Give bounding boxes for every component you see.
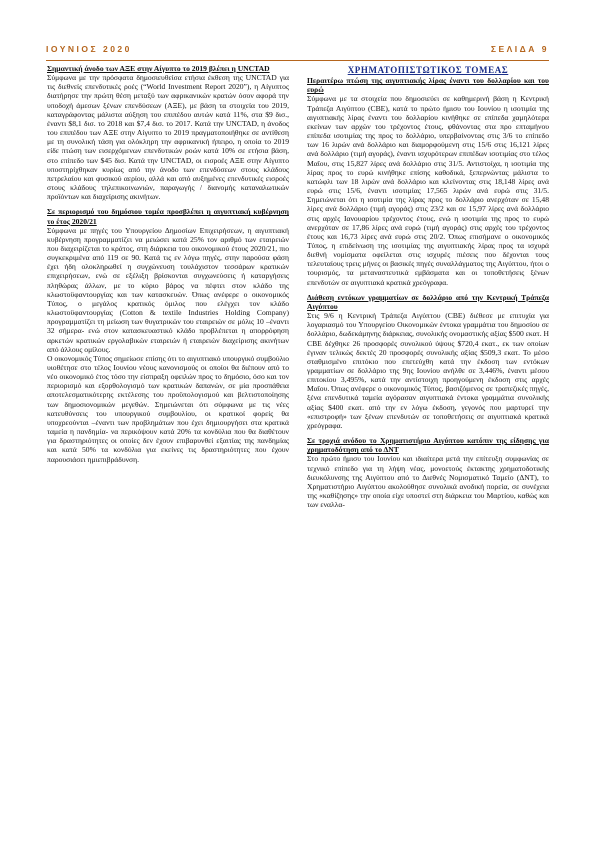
page-header (46, 44, 549, 58)
article-title: Διάθεση εντόκων γραμματίων σε δολλάριο από την Κεντρική Τράπεζα Αιγύπτου (307, 292, 549, 311)
left-column (47, 64, 289, 470)
right-column (307, 64, 549, 515)
article-treasury-bills (307, 293, 549, 430)
header-page-number: ΣΕΛΙΔΑ 9 (490, 44, 549, 54)
article-paragraph: Σύμφωνα με πηγές του Υπουργείου Δημοσίων Επιχειρήσεων, η αιγυπτιακή κυβέρνηση προγραμματίζει να μειώσει κατά 25% τον αριθμό των εταιρειών που διαχειρίζεται το κράτος, στη διάρκεια του οικονομικού έτους 2020/21, πιο συγκεκριμένα από 119 σε 90. Κατά τις εν λόγω πηγές, στην παρούσα φάση έχει ήδη ολοκληρωθεί η συγχώνευση τουλάχιστον τεσσάρων κρατικών επιχειρήσεων, ενώ σε εξέλιξη βρίσκονται συγχωνεύσεις ή καταργήσεις πληθώρας άλλων, με το κύριο βάρος να πέφτει στον κλάδο της κλωστοϋφαντουργίας και των κατασκευών. Όπως ανέφερε ο οικονομικός Τύπος, ο μεγάλος κρατικός όμιλος που ελέγχει τον κλάδο κλωστοϋφαντουργίας (Cotton & textile Industries Holding Company) προγραμματίζει τη μείωση των θυγατρικών του εταιρειών σε μόλις 10 –έναντι 32 σήμερα- ενώ στον κατασκευαστικό κλάδο προβλέπεται η απορρόφηση αρκετών κρατικών εργολαβικών εταιρειών ή εταιρειών διαχείρισης ακινήτων από άλλους ομίλους. (47, 225, 289, 354)
article-public-sector (47, 207, 289, 463)
article-paragraph: Ο οικονομικός Τύπος σημείωσε επίσης ότι το αιγυπτιακό υπουργικό συμβούλιο υιοθέτησε στο τέλος Ιουνίου νέους κανονισμούς οι οποίοι θα διέπουν από το νέο οικονομικό έτος τόσο την είσπραξη οφειλών προς το δημόσιο, όσο και τον περιορισμό και εξορθολογισμό των κρατικών δαπανών, σε μία προσπάθεια αποτελεσματικότερης εκτέλεσης του προϋπολογισμού και βελτιστοποίησης των δημοσιονομικών μεγεθών. Σημειώνεται ότι σύμφωνα με τις νέες κατευθύνσεις του υπουργικού συμβουλίου, οι κρατικοί φορείς θα υποχρεούνται –έναντι των προβλημάτων που έχει δημιουργήσει στα κρατικά ταμεία η πανδημία- να περικόψουν κατά 20% τα κονδύλια που θα διαθέτουν για δραστηριότητες οι οποίες δεν έχουν επιβαρυνθεί εξαιτίας της πανδημίας και κατά 50% τα κονδύλια για εκείνες τις δραστηριότητες που έχουν παρουσιάσει ημιεπιβράδυνση. (47, 353, 289, 464)
header-month: ΙΟΥΝΙΟΣ 2020 (46, 44, 132, 54)
article-stock-exchange (307, 436, 549, 509)
section-title: ΧΡΗΜΑΤΟΠΙΣΤΩΤΙΚΟΣ ΤΟΜΕΑΣ (347, 65, 509, 75)
article-title: Περαιτέρω πτώση της αιγυπτιακής λίρας έναντι του δολλαρίου και του ευρώ (307, 76, 549, 95)
article-paragraph: Στις 9/6 η Κεντρική Τράπεζα Αιγύπτου (CBE) διέθεσε με επιτυχία για λογαριασμό του Υπουργείου Οικονομικών έντοκα γραμμάτια του δημοσίου σε δολλάριο, δωδεκάμηνης διάρκειας, συνολικής ονομαστικής αξίας $500 εκατ. Η CBE δέχθηκε 26 προσφορές συνολικού ύψους $720,4 εκατ., εκ των οποίων έγιναν τελικώς δεκτές 20 προσφορές συνολικής αξίας $509,3 εκατ. Το μέσο σταθμισμένο επιτόκιο που επετεύχθη κατά την έκδοση των εντόκων γραμματίων σε δολλάριο της 9ης Ιουνίου ανήλθε σε 3,446%, έναντι μέσου επιτοκίου 3,495%, κατά την αντίστοιχη προηγούμενη έκδοση στις αρχές Μαΐου. Όπως ανέφερε ο οικονομικός Τύπος, βασιζόμενος σε τραπεζικές πηγές, ξένα επενδυτικά ταμεία αγόρασαν αιγυπτιακά έντοκα γραμμάτια συνολικής αξίας $400 εκατ. από την εν λόγω έκδοση, γεγονός που μαρτυρεί την «επιστροφή» των ξένων επενδυτών σε τοποθετήσεις σε αιγυπτιακά κρατικά χρεόγραφα. (307, 311, 549, 430)
article-paragraph: Σύμφωνα με τα στοιχεία που δημοσιεύει σε καθημερινή βάση η Κεντρική Τράπεζα Αιγύπτου (CBE), κατά το πρώτο ήμισυ του Ιουνίου η ισοτιμία της αιγυπτιακής λίρας έναντι του δολλαρίου κινήθηκε σε επίπεδα χαμηλότερα εκείνων των αρχών του τρέχοντος έτους, φθάνοντας στα προ επταμήνου επίπεδα ισοτιμίας της προς το δολλάριο, υπερβαίνοντας στις 3/6 το επίπεδο των 16 λιρών ανά δολλάριο και διαμορφούμενη στις 15/6 στις 16,121 λίρες ανά δολλάριο (τιμή αγοράς), έναντι ισχυρότερων επιπέδων ισοτιμίας στο τέλος Μαΐου, στις 15,827 λίρες ανά δολλάριο στις 31/5. Αντιστοίχα, η ισοτιμία της λίρας προς το ευρώ κινήθηκε επίσης καθοδικά, ξεπερνώντας μάλιστα το κατώφλι των 18 λιρών ανά δολλάριο και κλείνοντας στις 18,148 λίρες ανά ευρώ στις 15/6, έναντι ισοτιμίας 17,565 λιρών ανά ευρώ στις 31/5. Σημειώνεται ότι η ισοτιμία της λίρας προς το δολλάριο ανερχόταν σε 15,48 λίρες ανά δολλάριο (τιμή αγοράς) στις 23/2 και σε 15,97 λίρες ανά δολλάριο στις αρχές Ιανουαρίου τρέχοντος έτους, ενώ η ισοτιμία της προς το ευρώ ανερχόταν σε 17,86 λίρες ανά ευρώ (τιμή αγοράς) στις αρχές του τρέχοντος έτους και 16,73 λίρες ανά ευρώ στις 20/2. Όπως επισήμανε ο οικονομικός Τύπος, η επιδείνωση της ισοτιμίας της αιγυπτιακής λίρας προς τα ισχυρά διεθνή νομίσματα οφείλεται στις ισχυρές πιέσεις που δέχονται τους τελευταίους τρεις μήνες οι βασικές πηγές συναλλάγματος της Αιγύπτου, ήτοι ο τουρισμός, τα μεταναστευτικά εμβάσματα και οι τοποθετήσεις ξένων επενδυτών σε αιγυπτιακά κρατικά χρεόγραφα. (307, 94, 549, 287)
article-title: Σε τροχιά ανόδου το Χρηματιστήριο Αιγύπτου κατόπιν της είδησης για χρηματοδότηση από το ΔΝΤ (307, 436, 549, 455)
article-currency (307, 76, 549, 287)
article-paragraph: Στο πρώτο ήμισυ του Ιουνίου και ιδιαίτερα μετά την επίτευξη συμφωνίας σε τεχνικό επίπεδο για τη λήψη νέας, μονοετούς έκτακτης χρηματοδοτικής διευκόλυνσης της Αιγύπτου από το Διεθνές Νομισματικό Ταμείο (ΔΝΤ), το Χρηματιστήριο Αιγύπτου ακολούθησε συνολικά ανοδική πορεία, σε συνέχεια της «καθίζησης» την οποία είχε υποστεί στη διάρκεια του Μαρτίου, καθώς και των εναλλα- (307, 454, 549, 510)
article-title: Σε περιορισμό του δημόσιου τομέα προσβλέπει η αιγυπτιακή κυβέρνηση το έτος 2020/21 (47, 207, 289, 226)
article-title: Σημαντική άνοδο των ΑΞΕ στην Αίγυπτο το 2019 βλέπει η UNCTAD (47, 64, 270, 73)
header-rule (46, 60, 549, 61)
article-paragraph: Σύμφωνα με την πρόσφατα δημοσιευθείσα ετήσια έκθεση της UNCTAD για τις διεθνείς επενδυτικές ροές (“World Investment Report 2020”), η Αίγυπτος διατήρησε την πρώτη θέση μεταξύ των αφρικανικών κρατών όσον αφορά την υποδοχή άμεσων ξένων επενδύσεων (ΑΞΕ), με βάση τα στοιχεία του 2019, καταγράφοντας μάλιστα αύξηση του επιπέδου αυτών κατά 11%, στα $9 δισ., έναντι $8,1 δισ. το 2018 και $7,4 δισ. το 2017. Κατά την UNCTAD, η άνοδος του επιπέδου των ΑΞΕ στην Αίγυπτο το 2019 πραγματοποιήθηκε σε αντίθεση με τη συνολική τάση για ολόκληρη την αφρικανική ήπειρο, η οποία το 2019 είδε πτώση των εισερχόμενων επενδυτικών ροών κατά 10% σε ετήσια βάση, στο επίπεδο των $45 δισ. Κατά την UNCTAD, οι εισροές ΑΞΕ στην Αίγυπτο υποστηρίχθηκαν κυρίως από την άνοδο των επενδύσεων στους κλάδους πετρελαίου και φυσικού αερίου, αλλά και από αυξημένες επενδυτικές εισροές στους κλάδους τηλεπικοινωνιών, παραγωγής / διανομής καταναλωτικών προϊόντων και διαχείρισης ακινήτων. (47, 73, 289, 202)
article-fdi (47, 64, 289, 201)
